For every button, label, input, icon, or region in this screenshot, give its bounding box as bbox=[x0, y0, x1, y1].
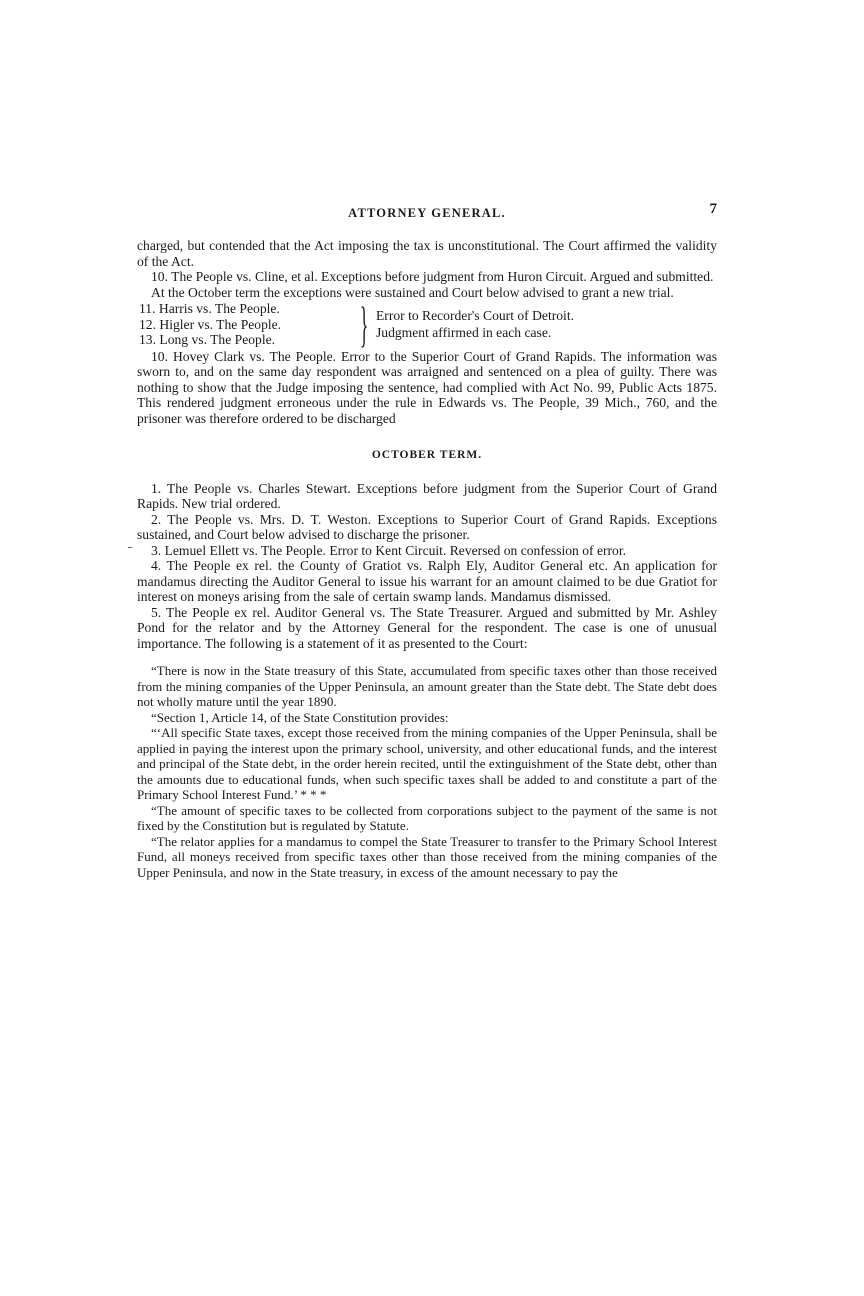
case-cline: 10. The People vs. Cline, et al. Exceptions before judgment from Huron Circuit. Argued and submitted. bbox=[151, 269, 714, 284]
case-higler: 12. Higler vs. The People. bbox=[139, 316, 282, 332]
note-line: Judgment affirmed in each case. bbox=[376, 325, 552, 341]
brace-glyph: } bbox=[359, 296, 369, 353]
grouped-cases-list bbox=[137, 301, 354, 348]
case-auditor-general: 5. The People ex rel. Auditor General vs. The State Treasurer. Argued and submitted by Mr. Ashley Pond for the relator and by the Attorney General for the respondent. The case is one of unusual importance. The following is a statement of it as presented to the Court: bbox=[137, 604, 717, 651]
paragraph-october-term-note: At the October term the exceptions were sustained and Court below advised to grant a new trial. bbox=[151, 284, 674, 300]
case-long: 13. Long vs. The People. bbox=[139, 332, 276, 347]
page-header bbox=[137, 200, 717, 224]
case-stewart: 1. The People vs. Charles Stewart. Exceptions before judgment from the Superior Court of Grand Rapids. New trial ordered. bbox=[137, 480, 717, 511]
statement-paragraph: “The amount of specific taxes to be collected from corporations subject to the payment of the same is not fixed by the Constitution but is regulated by Statute. bbox=[137, 802, 717, 833]
statement-paragraph: “There is now in the State treasury of this State, accumulated from specific taxes other than those received from the mining companies of the Upper Peninsula, an amount greater than the State debt. The State debt does not wholly mature until the year 1890. bbox=[137, 663, 717, 709]
grouped-cases bbox=[137, 296, 717, 353]
constitution-quote: “‘All specific State taxes, except those received from the mining companies of the Upper Peninsula, shall be applied in paying the interest upon the primary school, university, and other educational funds, and the interest and principal of the State debt, in the order herein recited, until the extinguishment of the State debt, other than the amounts due to educational funds, when such specific taxes shall be added to and constitute a part of the Primary School Interest Fund.’ * * * bbox=[137, 725, 717, 802]
grouped-cases-note bbox=[376, 307, 574, 341]
section-heading: OCTOBER TERM. bbox=[371, 449, 483, 461]
statement-paragraph: “The relator applies for a mandamus to compel the State Treasurer to transfer to the Primary School Interest Fund, all moneys received from specific taxes other than those received from the mining companies of the Upper Peninsula, and now in the State treasury, in excess of the amount necessary to pay the bbox=[137, 833, 717, 880]
running-title: ATTORNEY GENERAL. bbox=[348, 206, 506, 220]
document-page bbox=[137, 200, 717, 880]
case-harris: 11. Harris vs. The People. bbox=[139, 301, 280, 316]
statement-paragraph: “Section 1, Article 14, of the State Constitution provides: bbox=[151, 709, 449, 725]
case-weston: 2. The People vs. Mrs. D. T. Weston. Exceptions to Superior Court of Grand Rapids. Exceptions sustained, and Court below advised to discharge the prisoner. bbox=[137, 511, 717, 542]
page-number: 7 bbox=[709, 201, 717, 217]
case-hovey-clark: 10. Hovey Clark vs. The People. Error to the Superior Court of Grand Rapids. The information was sworn to, and on the same day respondent was arraigned and sentenced on a plea of guilty. There was nothing to show that the Judge imposing the sentence, had complied with Act No. 99, Public Acts 1875. This rendered judgment erroneous under the rule in Edwards vs. The People, 39 Mich., 760, and the prisoner was therefore ordered to be discharged bbox=[137, 348, 717, 426]
case-gratiot: 4. The People ex rel. the County of Gratiot vs. Ralph Ely, Auditor General etc. An application for mandamus directing the Auditor General to issue his warrant for an amount claimed to be due Gratiot for interest on moneys arising from the sale of certain swamp lands. Mandamus dismissed. bbox=[137, 558, 717, 604]
margin-mark bbox=[128, 547, 132, 548]
case-ellett: 3. Lemuel Ellett vs. The People. Error to Kent Circuit. Reversed on confession of error. bbox=[151, 542, 627, 558]
note-line: Error to Recorder's Court of Detroit. bbox=[376, 308, 574, 324]
paragraph-continuation: charged, but contended that the Act imposing the tax is unconstitutional. The Court affirmed the validity of the Act. bbox=[137, 238, 717, 269]
